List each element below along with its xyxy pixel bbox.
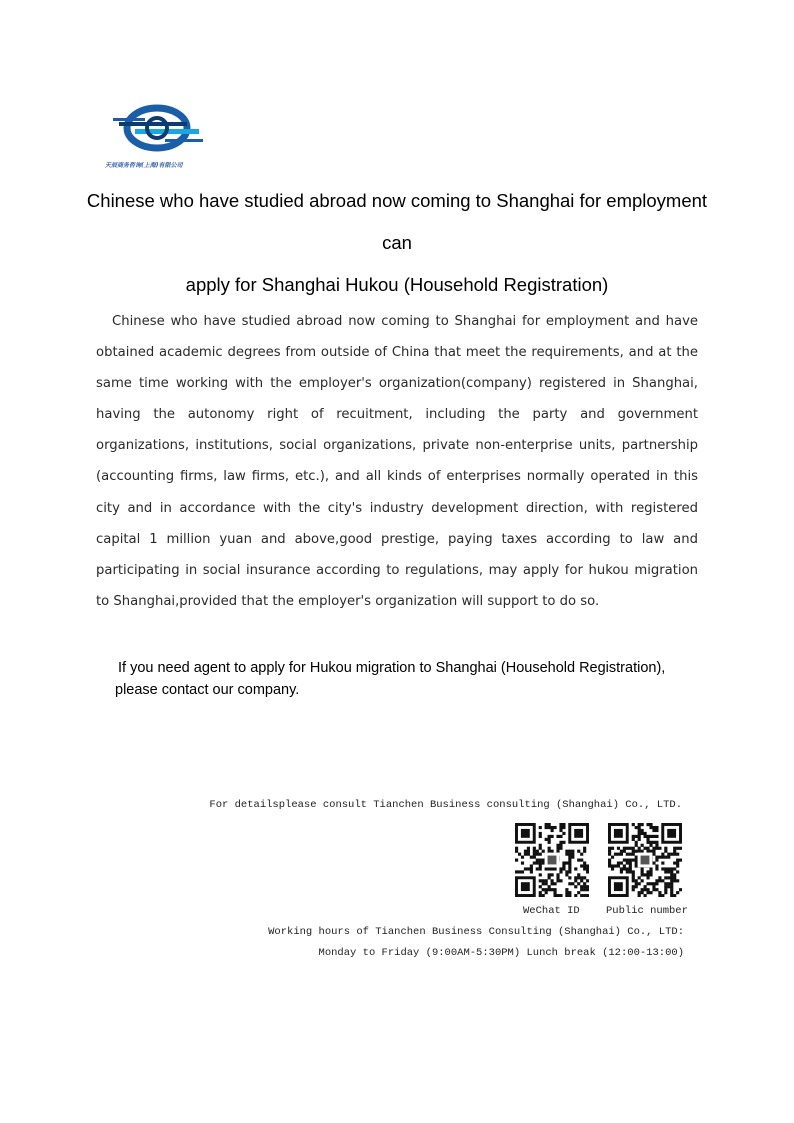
working-hours-line-1: Working hours of Tianchen Business Consulting (Shanghai) Co., LTD: [268,926,684,938]
contact-line-1: If you need agent to apply for Hukou migration to Shanghai (Household Registration), [118,660,666,676]
wechat-qr-code-icon [515,823,589,897]
contact-note [115,657,715,701]
wechat-id-label: WeChat ID [523,905,580,917]
public-number-qr-code-icon [608,823,682,897]
title-line-2: apply for Shanghai Hukou (Household Registration) [185,274,609,295]
company-logo [105,104,209,172]
consult-line: For detailsplease consult Tianchen Business consulting (Shanghai) Co., LTD. [209,799,682,811]
logo-caption: 天辰商务咨询(上海)有限公司 [105,162,183,169]
contact-line-2: please contact our company. [115,682,300,698]
page-title [80,180,714,306]
public-number-label: Public number [606,905,688,917]
body-paragraph: Chinese who have studied abroad now coming to Shanghai for employment and have obtained academic degrees from outside of China that meet the requirements, and at the same time working with the employer's organization(company) registered in Shanghai, having the autonomy right of recuitment, including the party and government organizations, institutions, social organizations, private non-enterprise units, partnership (accounting firms, law firms, etc.), and all kinds of enterprises normally operated in this city and in accordance with the city's industry development direction, with registered capital 1 million yuan and above,good prestige, paying taxes according to law and participating in social insurance according to regulations, may apply for hukou migration to Shanghai,provided that the employer's organization will support to do so. [96,314,698,609]
working-hours-line-2: Monday to Friday (9:00AM-5:30PM) Lunch break (12:00-13:00) [318,947,684,959]
logo-emblem-icon [105,104,209,160]
title-line-1: Chinese who have studied abroad now coming to Shanghai for employment can [86,190,708,253]
